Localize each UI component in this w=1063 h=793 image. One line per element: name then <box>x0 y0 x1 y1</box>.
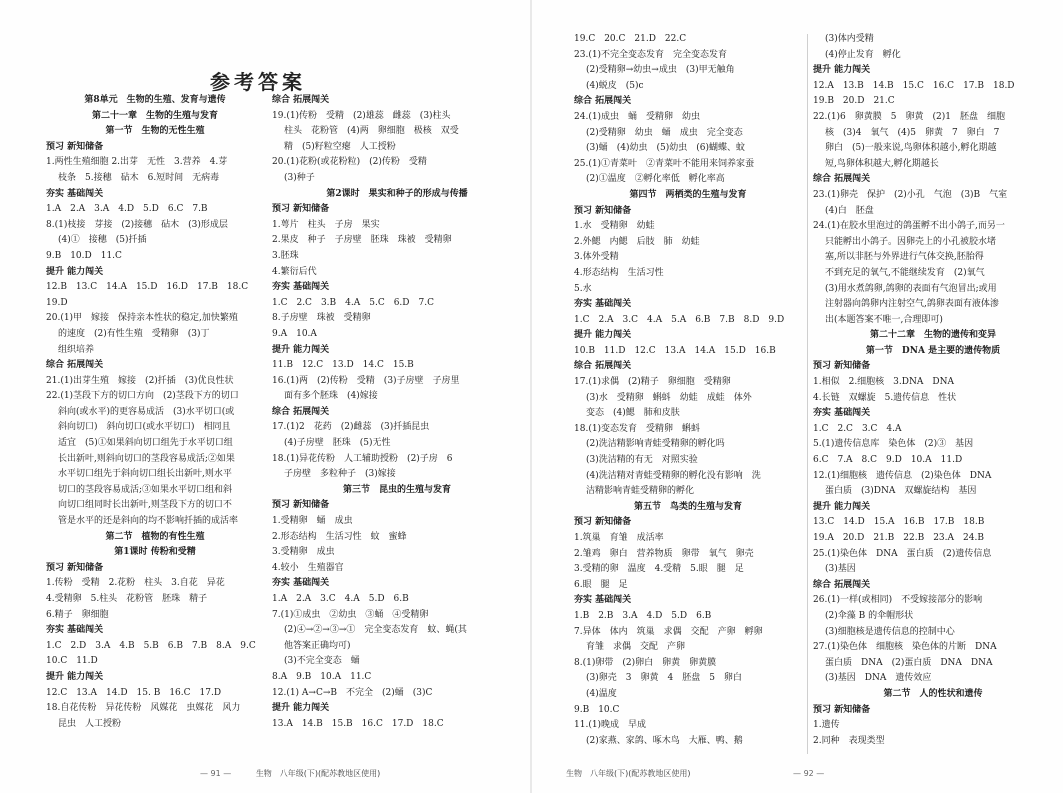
answer-line: 8.A 9.B 10.A 11.C <box>272 671 372 682</box>
answer-line: 20.(1)甲 嫁接 保持亲本性状的稳定,加快繁殖 <box>46 313 238 324</box>
answer-line: 6.C 7.A 8.C 9.D 10.A 11.D <box>813 455 963 466</box>
answer-line: (2)伞藻 B 的伞帽形状 <box>825 610 914 621</box>
answer-line: (4)温度 <box>586 688 617 699</box>
answer-line: (4)停止发育 孵化 <box>825 49 901 60</box>
answer-line: 23.(1)不完全变态发育 完全变态发育 <box>574 49 728 60</box>
answer-line: 9.B 10.C <box>574 704 620 715</box>
subsection-label: 夯实 基础闯关 <box>574 595 632 606</box>
answer-line: (2)④→②→③→① 完全变态发育 蚊、蝇(其 <box>284 625 467 636</box>
subsection-label: 提升 能力闯关 <box>813 65 871 76</box>
subsection-label: 夯实 基础闯关 <box>272 282 330 293</box>
answer-line: 6.眼 腿 足 <box>574 579 628 590</box>
answer-line: 长出新叶,则斜向切口的茎段容易成活;②如果 <box>58 453 235 464</box>
answer-line: 他答案正确均可) <box>284 640 351 651</box>
answer-line: 4.较小 生殖器官 <box>272 562 344 573</box>
subsection-label: 预习 新知储备 <box>272 500 330 511</box>
answer-line: 7.异体 体内 筑巢 求偶 交配 产卵 孵卵 <box>574 626 763 637</box>
section-heading: 第8单元 生物的生殖、发育与遗传 <box>84 95 226 105</box>
answer-line: 3.受精卵 成虫 <box>272 547 335 558</box>
answer-line: 22.(1)茎段下方的切口方向 (2)茎段下方的切口 <box>46 391 239 402</box>
section-heading: 第1课时 传粉和受精 <box>114 547 196 558</box>
subsection-label: 综合 拓展闯关 <box>574 361 632 372</box>
answer-line: 精 (5)籽粒空瘪 人工授粉 <box>284 141 396 152</box>
answer-line: 7.(1)①成虫 ②幼虫 ③蛹 ④受精卵 <box>272 609 429 620</box>
answer-line: (3)用水煮鸽卵,鸽卵的表面有气泡冒出;或用 <box>825 283 997 294</box>
subsection-label: 提升 能力闯关 <box>272 344 330 355</box>
answer-line: (3)卵壳 3 卵黄 4 胚盘 5 卵白 <box>586 673 742 684</box>
subsection-label: 提升 能力闯关 <box>272 703 330 714</box>
answer-line: 2.雏鸡 卵白 营养物质 卵带 氧气 卵壳 <box>574 548 754 559</box>
footer-text-right: 生物 八年级(下)(配苏教地区使用) <box>566 769 691 778</box>
answer-line: 2.同种 表现类型 <box>813 735 885 746</box>
answer-line: 12.C 13.A 14.D 15. B 16.C 17.D <box>46 687 222 698</box>
answer-line: 19.(1)传粉 受精 (2)雄蕊 雌蕊 (3)柱头 <box>272 110 451 121</box>
subsection-label: 预习 新知储备 <box>46 562 104 573</box>
answer-line: 9.B 10.D 11.C <box>46 250 122 261</box>
footer-text-left: 生物 八年级(下)(配苏教地区使用) <box>255 769 381 778</box>
answer-line: 19.B 20.D 21.C <box>813 96 895 107</box>
answer-line: (2)受精卵→幼虫→成虫 (3)甲无触角 <box>586 65 735 76</box>
answer-line: 4.受精卵 5.柱头 花粉管 胚珠 精子 <box>46 594 208 604</box>
section-heading: 第二节 人的性状和遗传 <box>883 688 983 699</box>
answer-line: (4)白 胚盘 <box>825 205 874 216</box>
answer-line: 1.C 2.D 3.A 4.B 5.B 6.B 7.B 8.A 9.C <box>46 640 256 651</box>
answer-line: 1.A 2.A 3.A 4.D 5.D 6.C 7.B <box>46 204 208 215</box>
answer-line: 19.A 20.D 21.B 22.B 23.A 24.B <box>813 533 984 543</box>
subsection-label: 提升 能力闯关 <box>46 266 104 277</box>
answer-line: 12.B 13.C 14.A 15.D 16.D 17.B 18.C <box>46 282 249 293</box>
answer-line: 19.C 20.C 21.D 22.C <box>574 34 687 44</box>
answer-line: 短,鸟卵体积越大,孵化期越长 <box>825 158 939 169</box>
answer-line: 25.(1)染色体 DNA 蛋白质 (2)遗传信息 <box>813 548 992 559</box>
answer-line: 18.自花传粉 异花传粉 风媒花 虫媒花 风力 <box>46 703 241 714</box>
answer-line: (2)家燕、家鸽、啄木鸟 大雁、鸭、鹅 <box>586 735 743 746</box>
answer-line: 1.受精卵 蛹 成虫 <box>272 516 353 527</box>
section-heading: 第五节 鸟类的生殖与发育 <box>633 501 742 512</box>
answer-line: 2.外鳃 内鳃 后肢 肺 幼蛙 <box>574 236 700 247</box>
answer-line: 21.(1)出芽生殖 嫁接 (2)扦插 (3)优良性状 <box>46 375 234 386</box>
answer-line: (4)① 接穗 (5)扦插 <box>58 235 147 246</box>
answer-line: 管是水平的还是斜向的均不影响扦插的成活率 <box>58 516 239 527</box>
subsection-label: 提升 能力闯关 <box>813 501 871 512</box>
column-divider <box>807 34 808 754</box>
answer-line: 适宜 (5)①如果斜向切口组先于水平切口组 <box>58 438 233 449</box>
answer-line: 昆虫 人工授粉 <box>58 718 122 729</box>
subsection-label: 综合 拓展闯关 <box>813 579 871 590</box>
answer-line: 蛋白质 (3)DNA 双螺旋结构 基因 <box>825 486 977 497</box>
answer-line: (3)细胞核是遗传信息的控制中心 <box>825 626 955 637</box>
answer-line: 24.(1)成虫 蛹 受精卵 幼虫 <box>574 111 701 122</box>
left-column-1 <box>46 93 264 732</box>
answer-line: 洁精影响青蛙受精卵的孵化 <box>586 486 695 497</box>
answer-line: 1.遗传 <box>813 720 840 731</box>
answer-line: 12.A 13.B 14.B 15.C 16.C 17.B 18.D <box>813 80 1015 91</box>
subsection-label: 夯实 基础闯关 <box>272 578 330 589</box>
answer-line: 组织培养 <box>58 344 95 355</box>
left-footer <box>200 768 380 779</box>
answer-line: (3)不完全变态 蛹 <box>284 656 360 667</box>
answer-line: 1.C 2.A 3.C 4.A 5.A 6.B 7.B 8.D 9.D <box>574 314 785 325</box>
answer-line: (3)基因 DNA 遗传效应 <box>825 673 932 684</box>
answer-line: 4.形态结构 生活习性 <box>574 267 664 278</box>
answer-line: 1.两性生殖细胞 2.出芽 无性 3.营养 4.芽 <box>46 157 228 168</box>
subsection-label: 夯实 基础闯关 <box>46 188 104 199</box>
answer-line: 20.(1)花粉(或花粉粒) (2)传粉 受精 <box>272 157 427 168</box>
answer-line: 斜向切口) 斜向切口(或水平切口) 相同且 <box>58 422 231 433</box>
answer-line: 1.筑巢 育雏 成活率 <box>574 533 664 543</box>
answer-line: (4)蜕皮 (5)c <box>586 80 644 91</box>
answer-line: 27.(1)染色体 细胞核 染色体的片断 DNA <box>813 642 997 653</box>
answer-line: 1.相似 2.细胞核 3.DNA DNA <box>813 377 954 388</box>
subsection-label: 提升 能力闯关 <box>574 330 632 341</box>
answer-line: 13.A 14.B 15.B 16.C 17.D 18.C <box>272 718 444 729</box>
answer-line: 枝条 5.接穗 砧木 6.短时间 无病毒 <box>58 172 220 183</box>
answer-line: 1.B 2.B 3.A 4.D 5.D 6.B <box>574 610 712 621</box>
section-heading: 第二十一章 生物的生殖与发育 <box>91 110 218 121</box>
answer-line: 1.C 2.C 3.B 4.A 5.C 6.D 7.C <box>272 297 434 308</box>
subsection-label: 预习 新知储备 <box>813 704 871 715</box>
answer-line: (2)①温度 ②孵化率低 孵化率高 <box>586 174 725 185</box>
answer-line: (2)受精卵 幼虫 蛹 成虫 完全变态 <box>586 127 743 138</box>
answer-line: 塞,所以非胚与外界进行气体交换,胚胎得 <box>825 252 984 263</box>
answer-line: 17.(1)求偶 (2)精子 卵细胞 受精卵 <box>574 377 731 388</box>
answer-line: (3)蛹 (4)幼虫 (5)幼虫 (6)蝴蝶、蚊 <box>586 143 745 154</box>
answer-line: 8.(1)卵带 (2)卵白 卵黄 卵黄膜 <box>574 657 717 668</box>
answer-line: 5.(1)遗传信息库 染色体 (2)③ 基因 <box>813 439 974 450</box>
subsection-label: 预习 新知储备 <box>574 205 632 216</box>
answer-line: 1.萼片 柱头 子房 果实 <box>272 219 380 230</box>
answer-line: 18.(1)变态发育 受精卵 蝌蚪 <box>574 423 701 434</box>
answer-line: 10.C 11.D <box>46 656 98 667</box>
answer-line: 出(本题答案不唯一,合理即可) <box>825 314 943 325</box>
answer-line: 不到充足的氧气,不能继续发育 (2)氧气 <box>825 267 985 278</box>
answer-line: 11.B 12.C 13.D 14.C 15.B <box>272 360 414 371</box>
page-title: 参考答案 <box>210 70 306 94</box>
answer-line: 柱头 花粉管 (4)两 卵细胞 极核 双受 <box>284 126 459 137</box>
answer-line: 8.(1)枝接 芽接 (2)接穗 砧木 (3)形成层 <box>46 219 228 230</box>
answer-line: 2.果皮 种子 子房壁 胚珠 珠被 受精卵 <box>272 235 452 246</box>
answer-line: 9.A 10.A <box>272 328 317 339</box>
answer-line: 23.(1)卵壳 保护 (2)小孔 气泡 (3)B 气室 <box>813 189 1008 200</box>
section-heading: 第二节 植物的有性生殖 <box>105 531 205 542</box>
answer-line: 24.(1)在胶水里泡过的鸽蛋孵不出小鸽子,而另一 <box>813 221 1005 232</box>
subsection-label: 夯实 基础闯关 <box>813 408 871 419</box>
answer-line: 3.受精的卵 温度 4.受精 5.眼 腿 足 <box>574 564 744 575</box>
answer-line: 核 (3)4 氧气 (4)5 卵黄 7 卵白 7 <box>825 127 1000 138</box>
subsection-label: 夯实 基础闯关 <box>46 625 104 636</box>
answer-line: 切口的茎段容易成活;③如果水平切口组和斜 <box>58 484 233 495</box>
answer-line: 子房壁 多粒种子 (3)嫁接 <box>284 469 396 480</box>
answer-line: (3)洗洁精的有无 对照实验 <box>586 455 698 466</box>
page-number-right: — 92 — <box>793 769 825 778</box>
answer-line: 变态 (4)鳃 肺和皮肤 <box>586 408 680 419</box>
section-heading: 第一节 生物的无性生殖 <box>105 126 205 137</box>
answer-line: 斜向(或水平)的更容易成活 (3)水平切口(或 <box>58 406 235 417</box>
answer-line: 1.C 2.C 3.C 4.A <box>813 423 902 434</box>
right-page <box>532 0 1063 793</box>
right-footer <box>566 768 824 779</box>
answer-line: 10.B 11.D 12.C 13.A 14.A 15.D 16.B <box>574 345 776 356</box>
subsection-label: 夯实 基础闯关 <box>574 299 632 310</box>
subsection-label: 预习 新知储备 <box>574 517 632 528</box>
answer-line: 的速度 (2)有性生殖 受精卵 (3)丁 <box>58 328 210 339</box>
section-heading: 第2课时 果实和种子的形成与传播 <box>326 188 468 199</box>
answer-line: 13.C 14.D 15.A 16.B 17.B 18.B <box>813 517 985 528</box>
right-column-2 <box>813 32 1053 749</box>
answer-line: 22.(1)6 卵黄膜 5 卵黄 (2)1 胚盘 细胞 <box>813 111 1005 122</box>
subsection-label: 预习 新知储备 <box>272 204 330 215</box>
subsection-label: 综合 拓展闯关 <box>272 95 330 105</box>
answer-line: 育雏 求偶 交配 产卵 <box>586 642 686 653</box>
answer-line: 8.子房壁 珠被 受精卵 <box>272 313 371 324</box>
answer-line: 16.(1)两 (2)传粉 受精 (3)子房壁 子房里 <box>272 375 460 386</box>
answer-line: 26.(1)一样(或相同) 不受嫁接部分的影响 <box>813 595 983 606</box>
answer-line: 4.繁衍后代 <box>272 266 317 277</box>
answer-line: 注射器向鸽卵内注射空气,鸽卵表面有液体渗 <box>825 299 999 310</box>
answer-line: 6.精子 卵细胞 <box>46 609 109 620</box>
answer-line: 蛋白质 DNA (2)蛋白质 DNA DNA <box>825 657 993 668</box>
answer-line: 1.A 2.A 3.C 4.A 5.D 6.B <box>272 594 409 604</box>
right-column-1 <box>574 32 802 749</box>
answer-line: 卵白 (5)一般来说,鸟卵体积越小,孵化期越 <box>825 143 997 154</box>
answer-line: 1.水 受精卵 幼蛙 <box>574 221 655 232</box>
answer-line: (3)种子 <box>284 172 315 183</box>
left-column-2 <box>272 93 522 732</box>
answer-line: 向切口组同时长出新叶,则茎段下方的切口不 <box>58 500 232 511</box>
answer-line: 12.(1)细胞核 遗传信息 (2)染色体 DNA <box>813 470 992 481</box>
subsection-label: 综合 拓展闯关 <box>813 174 871 185</box>
answer-line: 4.长链 双螺旋 5.遗传信息 性状 <box>813 392 957 403</box>
subsection-label: 综合 拓展闯关 <box>574 96 632 107</box>
answer-line: 2.形态结构 生活习性 蚊 蜜蜂 <box>272 531 407 542</box>
answer-line: (3)基因 <box>825 564 856 575</box>
answer-line: 5.水 <box>574 283 592 294</box>
answer-line: 18.(1)异花传粉 人工辅助授粉 (2)子房 6 <box>272 453 453 464</box>
answer-line: 3.体外受精 <box>574 252 619 263</box>
subsection-label: 综合 拓展闯关 <box>46 360 104 371</box>
answer-line: 17.(1)2 花药 (2)雌蕊 (3)扦插昆虫 <box>272 422 430 433</box>
subsection-label: 预习 新知储备 <box>46 141 104 152</box>
answer-line: (4)洗洁精对青蛙受精卵的孵化没有影响 洗 <box>586 470 761 481</box>
section-heading: 第二十二章 生物的遗传和变异 <box>869 330 996 341</box>
subsection-label: 提升 能力闯关 <box>46 671 104 682</box>
page-number-left: — 91 — <box>200 769 232 778</box>
answer-line: 25.(1)①青菜叶 ②青菜叶不能用来饲养家蚕 <box>574 158 755 169</box>
answer-line: 3.胚珠 <box>272 250 299 261</box>
answer-line: 11.(1)晚成 早成 <box>574 720 647 731</box>
section-heading: 第四节 两栖类的生殖与发育 <box>629 189 747 200</box>
answer-line: (3)体内受精 <box>825 34 874 44</box>
answer-line: 19.D <box>46 297 68 308</box>
answer-line: 12.(1) A→C→B 不完全 (2)蛹 (3)C <box>272 687 433 698</box>
subsection-label: 预习 新知储备 <box>813 361 871 372</box>
answer-line: (2)洗洁精影响青蛙受精卵的孵化吗 <box>586 439 725 450</box>
subsection-label: 综合 拓展闯关 <box>272 406 330 417</box>
answer-line: (4)子房壁 胚珠 (5)无性 <box>284 438 391 449</box>
section-heading: 第三节 昆虫的生殖与发育 <box>342 484 451 495</box>
answer-line: 1.传粉 受精 2.花粉 柱头 3.自花 异花 <box>46 578 225 589</box>
section-heading: 第一节 DNA 是主要的遗传物质 <box>865 345 1001 356</box>
answer-line: 面有多个胚珠 (4)嫁接 <box>284 391 378 402</box>
answer-line: 水平切口组先于斜向切口组长出新叶,则水平 <box>58 469 232 480</box>
left-page <box>0 0 531 793</box>
answer-line: (3)水 受精卵 蝌蚪 幼蛙 成蛙 体外 <box>586 392 752 403</box>
answer-line: 只能孵出小鸽子。因卵壳上的小孔被胶水堵 <box>825 236 997 247</box>
